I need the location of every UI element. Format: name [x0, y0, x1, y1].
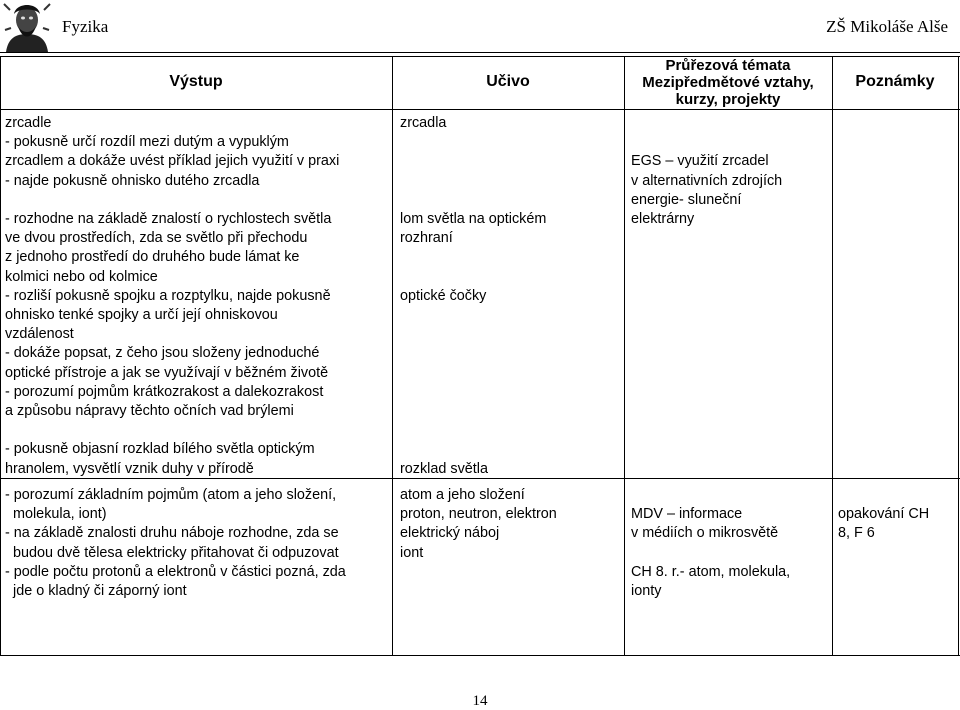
row2-notes-cell: opakování CH 8, F 6 [838, 506, 930, 542]
row2-curriculum-cell: atom a jeho složení proton, neutron, elektron elektrický náboj iont [400, 487, 557, 561]
row2-output-cell: - porozumí základním pojmům (atom a jeho složení, molekula, iont) - na základě znalosti druhu náboje rozhodne, zda se budou dvě tělesa elektricky přitahovat či odpuzovat - podle počtu protonů a elektronů v částici pozná, zda jde o kladný či záporný iont [5, 487, 346, 600]
header-divider [0, 52, 960, 53]
col-border-3 [832, 56, 833, 656]
subject-title: Fyzika [62, 17, 109, 36]
row1-curriculum-cell: zrcadla lom světla na optickém rozhraní optické čočky rozklad světla [400, 115, 547, 477]
col-border-2 [624, 56, 625, 656]
col-border-right [958, 56, 959, 656]
column-header-cross-topics: Průřezová témata Mezipředmětové vztahy, kurzy, projekty [642, 57, 814, 108]
col-border-left [0, 56, 1, 656]
school-name: ZŠ Mikoláše Alše [826, 17, 948, 36]
column-header-notes: Poznámky [855, 73, 935, 90]
table-bottom-border [0, 655, 960, 656]
row2-cross-topics-cell: MDV – informace v médiích o mikrosvětě CH 8. r.- atom, molekula, ionty [631, 506, 791, 600]
page-number: 14 [472, 693, 488, 709]
portrait-logo-icon [2, 0, 52, 52]
row1-output-cell: zrcadle - pokusně určí rozdíl mezi dutým a vypuklým zrcadlem a dokáže uvést příklad jejich využití v praxi - najde pokusně ohnisko dutého zrcadla - rozhodne na základě znalostí o rychlostech světla ve dvou prostředích, zda se světlo při přechodu z jednoho prostředí do druhého bude lámat ke kolmici nebo od kolmice - rozliší pokusně spojku a rozptylku, najde pokusně ohnisko tenké spojky a určí její ohniskovou vzdálenost - dokáže popsat, z čeho jsou složeny jednoduché optické přístroje a jak se využívají v běžném životě - porozumí pojmům krátkozrakost a dalekozrakost a způsobu nápravy těchto očních vad brýlemi - pokusně objasní rozklad bílého světla optickým hranolem, vysvětlí vznik duhy v přírodě [5, 115, 340, 477]
page-header [0, 0, 960, 54]
column-header-curriculum: Učivo [486, 73, 530, 90]
col-border-1 [392, 56, 393, 656]
column-header-output: Výstup [169, 73, 223, 90]
row1-cross-topics-cell: EGS – využití zrcadel v alternativních zdrojích energie- sluneční elektrárny [631, 153, 783, 228]
header-row-border [0, 109, 960, 110]
